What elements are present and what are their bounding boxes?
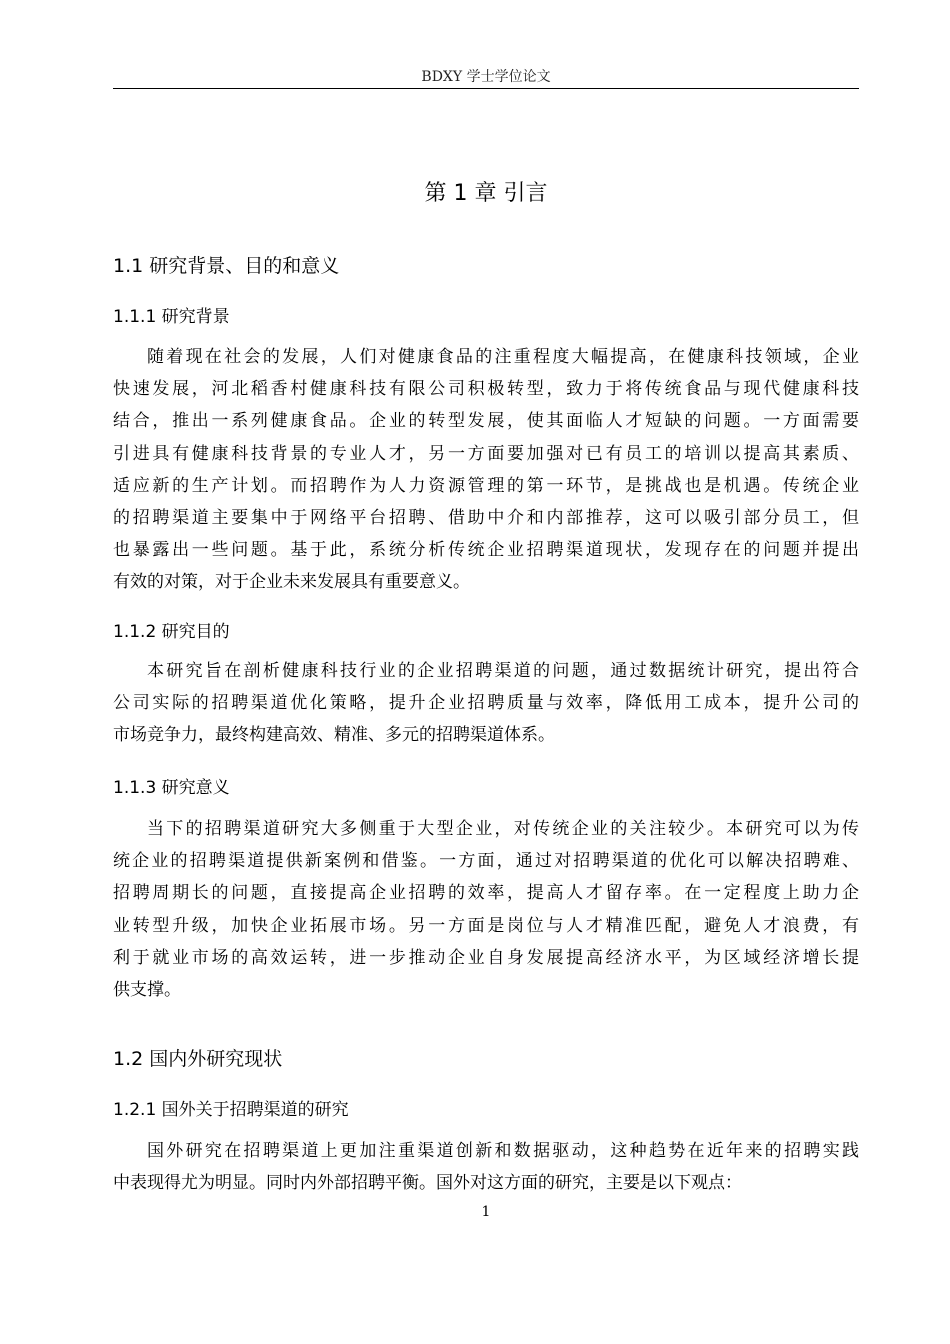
header-rule <box>113 88 859 89</box>
text-line: 供支撑。 <box>113 979 181 1000</box>
text-line: 也暴露出一些问题。基于此，系统分析传统企业招聘渠道现状，发现存在的问题并提出 <box>113 540 859 561</box>
text-line: 结合，推出一系列健康食品。企业的转型发展，使其面临人才短缺的问题。一方面需要 <box>113 411 859 432</box>
running-header: BDXY 学士学位论文 <box>421 69 551 85</box>
text-line: 适应新的生产计划。而招聘作为人力资源管理的第一环节，是挑战也是机遇。传统企业 <box>113 475 859 496</box>
text-line: 的招聘渠道主要集中于网络平台招聘、借助中介和内部推荐，这可以吸引部分员工，但 <box>113 507 859 528</box>
text-line: 随着现在社会的发展，人们对健康食品的注重程度大幅提高，在健康科技领域，企业 <box>147 347 859 367</box>
text-line: 统企业的招聘渠道提供新案例和借鉴。一方面，通过对招聘渠道的优化可以解决招聘难、 <box>113 851 859 872</box>
section-heading-1-1: 1.1 研究背景、目的和意义 <box>113 255 340 277</box>
page-number: 1 <box>481 1204 491 1220</box>
text-line: 有效的对策，对于企业未来发展具有重要意义。 <box>113 572 470 593</box>
subsection-heading-1-1-3: 1.1.3 研究意义 <box>113 778 230 798</box>
paragraph-research-purpose <box>113 655 859 752</box>
subsection-heading-1-2-1: 1.2.1 国外关于招聘渠道的研究 <box>113 1100 349 1120</box>
text-line: 招聘周期长的问题，直接提高企业招聘的效率，提高人才留存率。在一定程度上助力企 <box>113 883 859 904</box>
paragraph-research-background <box>113 341 859 599</box>
text-line: 中表现得尤为明显。同时内外部招聘平衡。国外对这方面的研究，主要是以下观点： <box>113 1173 742 1194</box>
text-line: 引进具有健康科技背景的专业人才，另一方面要加强对已有员工的培训以提高其素质、 <box>113 443 859 464</box>
text-line: 当下的招聘渠道研究大多侧重于大型企业，对传统企业的关注较少。本研究可以为传 <box>147 819 859 839</box>
section-heading-1-2: 1.2 国内外研究现状 <box>113 1048 283 1070</box>
subsection-heading-1-1-2: 1.1.2 研究目的 <box>113 622 230 642</box>
text-line: 市场竞争力，最终构建高效、精准、多元的招聘渠道体系。 <box>113 725 555 746</box>
text-line: 快速发展，河北稻香村健康科技有限公司积极转型，致力于将传统食品与现代健康科技 <box>113 379 859 400</box>
text-line: 本研究旨在剖析健康科技行业的企业招聘渠道的问题，通过数据统计研究，提出符合 <box>147 661 859 681</box>
chapter-title: 第 1 章 引言 <box>424 181 548 206</box>
paragraph-research-significance <box>113 813 859 1006</box>
text-line: 利于就业市场的高效运转，进一步推动企业自身发展提高经济水平，为区域经济增长提 <box>113 947 859 968</box>
subsection-heading-1-1-1: 1.1.1 研究背景 <box>113 307 230 327</box>
text-line: 业转型升级，加快企业拓展市场。另一方面是岗位与人才精准匹配，避免人才浪费，有 <box>113 915 859 936</box>
paragraph-foreign-research <box>113 1135 859 1199</box>
text-line: 公司实际的招聘渠道优化策略，提升企业招聘质量与效率，降低用工成本，提升公司的 <box>113 693 859 714</box>
text-line: 国外研究在招聘渠道上更加注重渠道创新和数据驱动，这种趋势在近年来的招聘实践 <box>147 1141 859 1161</box>
